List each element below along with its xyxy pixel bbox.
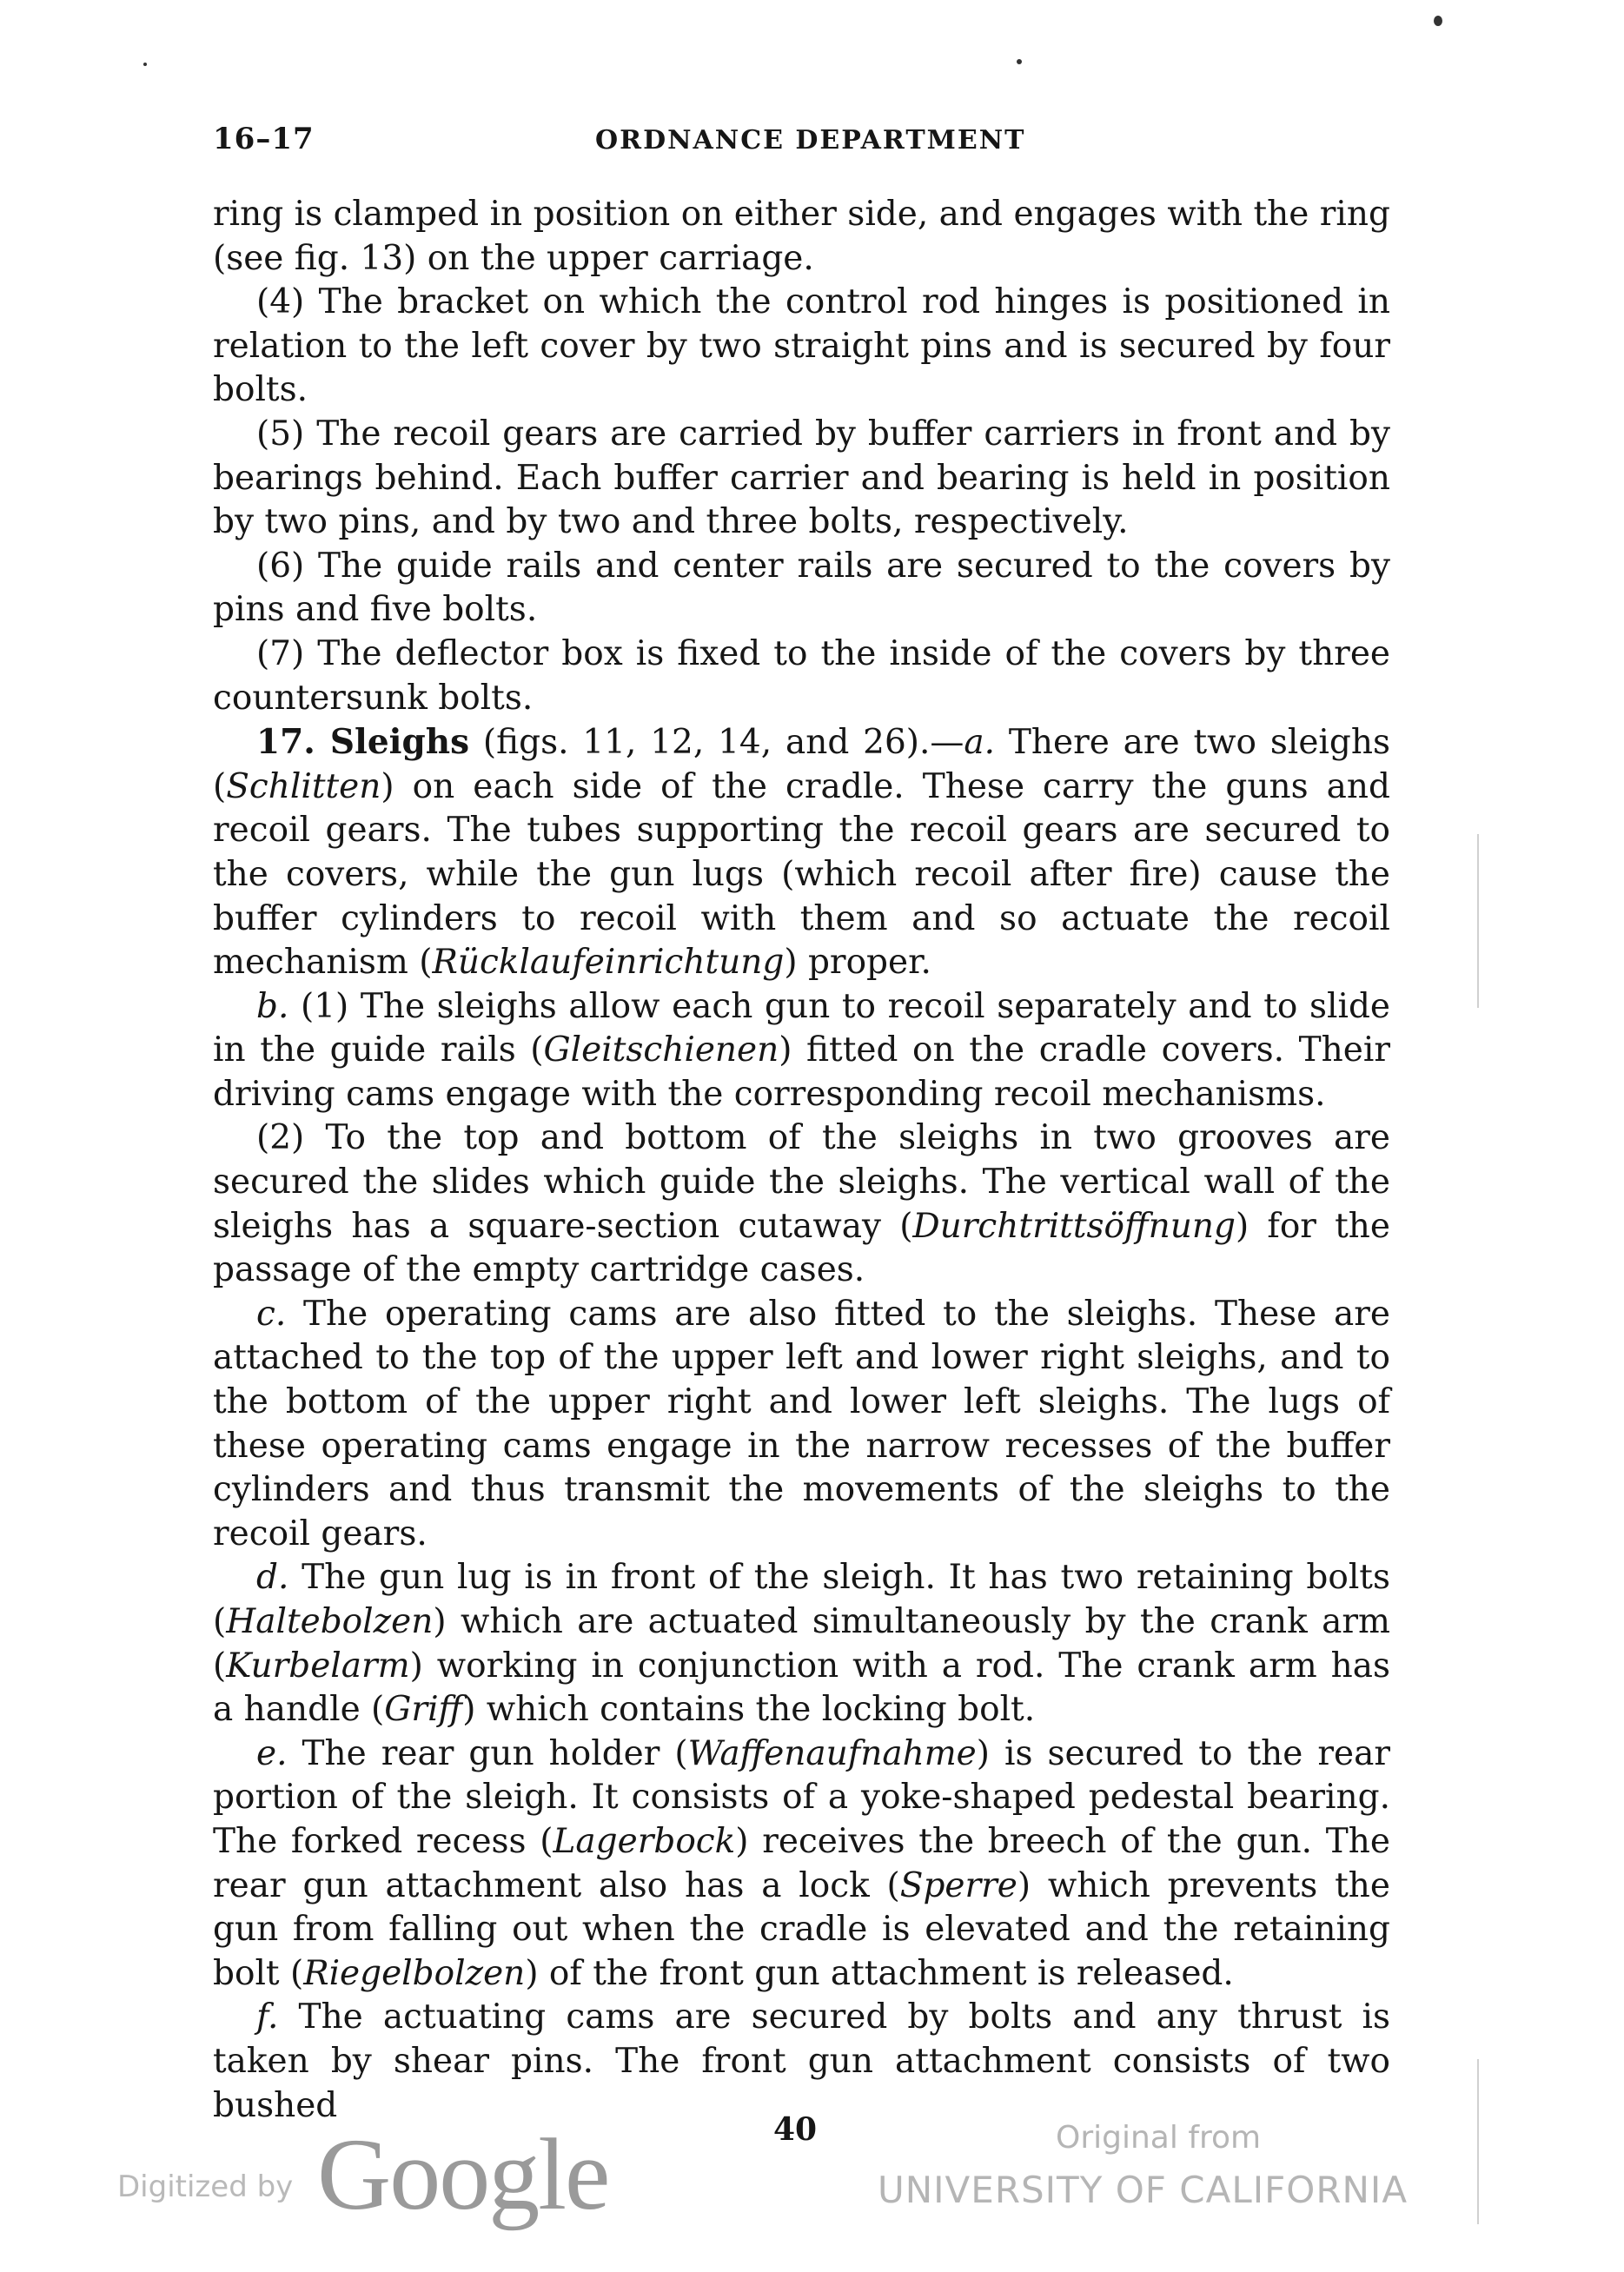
paragraph-b: b. (1) The sleighs allow each gun to recoil separately and to slide in the guide rails (Gleitschienen) fitted on the cradle covers. Their driving cams engage with the corresponding recoil mechanisms. — [213, 986, 1390, 1114]
scan-speck — [1017, 59, 1022, 64]
paragraph-continuation: ring is clamped in position on either side, and engages with the ring (see fig. 13) on the upper carriage. — [213, 195, 1390, 278]
google-watermark — [117, 2116, 609, 2231]
section-17-sleighs: 17. Sleighs (figs. 11, 12, 14, and 26).—a. There are two sleighs (Schlitten) on each side of the cradle. These carry the guns and recoil gears. The tubes supporting the recoil gears are secured to the covers, while the gun lugs (which recoil after fire) cause the buffer cylinders to recoil with them and so actuate the recoil mechanism (Rücklaufeinrichtung) proper. — [213, 722, 1390, 983]
paragraph-e: e. The rear gun holder (Waffenaufnahme) is secured to the rear portion of the sleigh. It consists of a yoke-shaped pedestal bearing. The forked recess (Lagerbock) receives the breech of the gun. The rear gun attachment also has a lock (Sperre) which prevents the gun from falling out when the cradle is elevated and the retaining bolt (Riegelbolzen) of the front gun attachment is released. — [213, 1733, 1390, 1993]
paragraph-f: f. The actuating cams are secured by bolts and any thrust is taken by shear pins. The front gun attachment consists of two bushed — [213, 1997, 1390, 2125]
page-header — [213, 122, 1395, 165]
paragraph-c: c. The operating cams are also fitted to the sleighs. These are attached to the top of the upper left and lower right sleighs, and to the bottom of the upper right and lower left sleighs. The lugs of these operating cams engage in the narrow recesses of the buffer cylinders and thus transmit the movements of the sleighs to the recoil gears. — [213, 1294, 1390, 1553]
original-from-label: Original from — [1056, 2120, 1262, 2156]
header-page-number: 16–17 — [213, 122, 315, 156]
scan-speck — [143, 63, 147, 66]
paragraph-item-5: (5) The recoil gears are carried by buffer carriers in front and by bearings behind. Each buffer carrier and bearing is held in position by two pins, and by two and three bolts, respectively. — [213, 414, 1390, 542]
digitized-by-label: Digitized by — [117, 2169, 294, 2204]
paragraph-item-4: (4) The bracket on which the control rod hinges is positioned in relation to the left cover by two straight pins and is secured by four bolts. — [213, 282, 1390, 410]
paragraph-item-7: (7) The deflector box is fixed to the inside of the covers by three countersunk bolts. — [213, 633, 1390, 718]
paragraph-item-6: (6) The guide rails and center rails are secured to the covers by pins and five bolts. — [213, 546, 1390, 630]
scan-edge-line — [1477, 2059, 1479, 2224]
google-logo: Google — [317, 2117, 609, 2231]
footer-page-number: 40 — [773, 2111, 818, 2148]
paragraph-b2: (2) To the top and bottom of the sleighs in two grooves are secured the slides which guide the sleighs. The vertical wall of the sleighs has a square-section cutaway (Durchtrittsöffnung) for the passage of the empty cartridge cases. — [213, 1118, 1391, 1290]
scan-edge-line — [1477, 834, 1479, 1008]
institution-label: UNIVERSITY OF CALIFORNIA — [878, 2169, 1409, 2211]
running-head: ORDNANCE DEPARTMENT — [595, 125, 1026, 156]
source-watermark — [878, 2120, 1434, 2224]
scan-speck — [1434, 16, 1442, 26]
body-text — [213, 193, 1390, 2128]
paragraph-d: d. The gun lug is in front of the sleigh. It has two retaining bolts (Haltebolzen) which are actuated simultaneously by the crank arm (Kurbelarm) working in conjunction with a rod. The crank arm has a handle (Griff) which contains the locking bolt. — [213, 1558, 1390, 1730]
